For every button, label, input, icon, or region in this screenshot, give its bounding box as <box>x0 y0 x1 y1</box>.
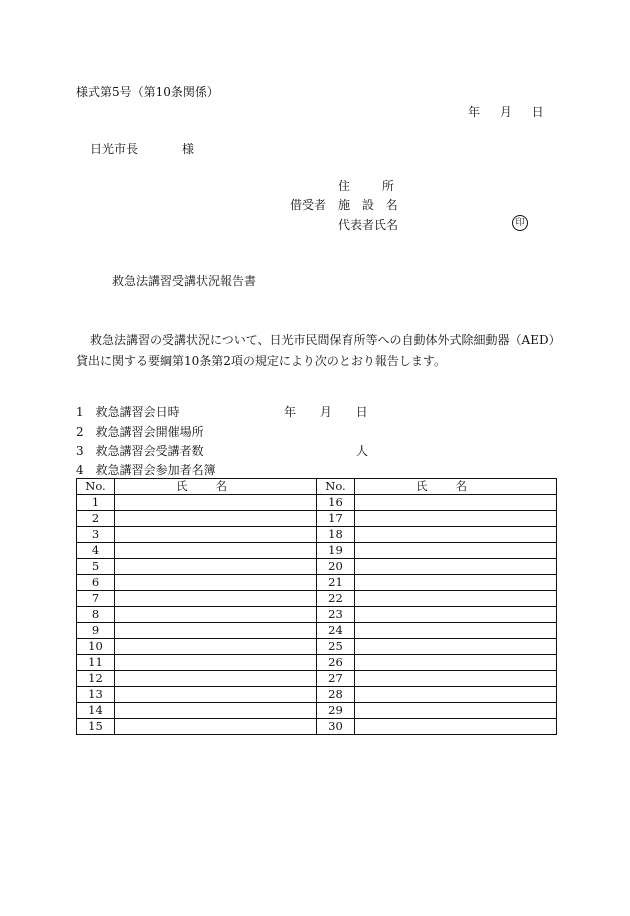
table-row <box>77 527 557 543</box>
row-no-left: 10 <box>77 639 115 655</box>
row-no-left: 13 <box>77 687 115 703</box>
participant-name-cell-right[interactable] <box>355 495 557 511</box>
attendee-count-unit: 人 <box>356 444 369 458</box>
participant-name-cell-right[interactable] <box>355 671 557 687</box>
header-no-left: No. <box>77 479 115 495</box>
row-no-right: 23 <box>317 607 355 623</box>
row-no-left: 6 <box>77 575 115 591</box>
row-no-right: 22 <box>317 591 355 607</box>
participant-name-cell-right[interactable] <box>355 607 557 623</box>
row-no-left: 14 <box>77 703 115 719</box>
participant-name-cell-left[interactable] <box>115 623 317 639</box>
row-no-right: 29 <box>317 703 355 719</box>
table-body <box>77 495 557 735</box>
row-no-left: 3 <box>77 527 115 543</box>
row-no-right: 28 <box>317 687 355 703</box>
item-lecture-datetime: 1 救急講習会日時 <box>76 405 180 419</box>
table-row <box>77 623 557 639</box>
row-no-left: 12 <box>77 671 115 687</box>
address-label: 住 所 <box>338 179 394 193</box>
participant-name-cell-left[interactable] <box>115 575 317 591</box>
participant-name-cell-left[interactable] <box>115 671 317 687</box>
representative-name-label: 代表者氏名 <box>338 218 399 232</box>
participant-name-cell-right[interactable] <box>355 559 557 575</box>
table-row <box>77 543 557 559</box>
row-no-right: 19 <box>317 543 355 559</box>
table-row <box>77 575 557 591</box>
participant-name-cell-right[interactable] <box>355 703 557 719</box>
row-no-left: 5 <box>77 559 115 575</box>
item-participant-list: 4 救急講習会参加者名簿 <box>76 463 216 477</box>
participant-name-cell-right[interactable] <box>355 719 557 735</box>
item-attendee-count: 3 救急講習会受講者数 <box>76 444 204 458</box>
facility-name-label: 施 設 名 <box>338 198 398 212</box>
row-no-right: 27 <box>317 671 355 687</box>
participant-name-cell-left[interactable] <box>115 607 317 623</box>
body-text: 救急法講習の受講状況について、日光市民間保育所等への自動体外式除細動器（AED）貸出に関する要綱第10条第2項の規定により次のとおり報告します。 <box>76 333 555 368</box>
row-no-left: 1 <box>77 495 115 511</box>
row-no-left: 11 <box>77 655 115 671</box>
row-no-right: 21 <box>317 575 355 591</box>
participant-name-cell-left[interactable] <box>115 495 317 511</box>
row-no-right: 18 <box>317 527 355 543</box>
header-name-left: 氏名 <box>115 479 317 495</box>
row-no-left: 4 <box>77 543 115 559</box>
document-title: 救急法講習受講状況報告書 <box>112 274 257 288</box>
participant-name-cell-right[interactable] <box>355 623 557 639</box>
participant-name-cell-left[interactable] <box>115 687 317 703</box>
row-no-right: 24 <box>317 623 355 639</box>
seal-mark: 印 <box>512 215 528 231</box>
participant-name-cell-left[interactable] <box>115 655 317 671</box>
row-no-left: 2 <box>77 511 115 527</box>
addressee-honorific: 様 <box>182 142 195 156</box>
row-no-right: 17 <box>317 511 355 527</box>
participant-name-cell-right[interactable] <box>355 687 557 703</box>
table-row <box>77 639 557 655</box>
header-no-right: No. <box>317 479 355 495</box>
addressee-name: 日光市長 <box>90 142 139 156</box>
table-row <box>77 591 557 607</box>
form-number: 様式第5号（第10条関係） <box>76 85 219 99</box>
date-line: 年 月 日 <box>468 105 544 119</box>
row-no-left: 15 <box>77 719 115 735</box>
participant-name-cell-right[interactable] <box>355 575 557 591</box>
table-row <box>77 671 557 687</box>
participant-name-cell-left[interactable] <box>115 527 317 543</box>
table-row <box>77 655 557 671</box>
table-row <box>77 703 557 719</box>
table-row <box>77 719 557 735</box>
row-no-right: 26 <box>317 655 355 671</box>
participant-name-cell-left[interactable] <box>115 559 317 575</box>
row-no-right: 25 <box>317 639 355 655</box>
row-no-left: 8 <box>77 607 115 623</box>
borrower-label: 借受者 <box>290 198 327 212</box>
table-row <box>77 511 557 527</box>
item-lecture-date-fields: 年 月 日 <box>284 405 368 419</box>
participant-name-cell-left[interactable] <box>115 511 317 527</box>
participant-name-cell-left[interactable] <box>115 719 317 735</box>
participant-table <box>76 478 557 735</box>
table-row <box>77 559 557 575</box>
row-no-left: 9 <box>77 623 115 639</box>
participant-name-cell-right[interactable] <box>355 639 557 655</box>
participant-name-cell-right[interactable] <box>355 511 557 527</box>
row-no-right: 20 <box>317 559 355 575</box>
participant-name-cell-right[interactable] <box>355 543 557 559</box>
row-no-right: 30 <box>317 719 355 735</box>
participant-name-cell-right[interactable] <box>355 527 557 543</box>
participant-name-cell-right[interactable] <box>355 655 557 671</box>
participant-name-cell-right[interactable] <box>355 591 557 607</box>
item-lecture-venue: 2 救急講習会開催場所 <box>76 425 204 439</box>
row-no-right: 16 <box>317 495 355 511</box>
table-row <box>77 687 557 703</box>
participant-name-cell-left[interactable] <box>115 639 317 655</box>
participant-name-cell-left[interactable] <box>115 703 317 719</box>
table-row <box>77 495 557 511</box>
participant-name-cell-left[interactable] <box>115 591 317 607</box>
table-header-row <box>77 479 557 495</box>
table-row <box>77 607 557 623</box>
addressee <box>90 143 194 155</box>
row-no-left: 7 <box>77 591 115 607</box>
header-name-right: 氏名 <box>355 479 557 495</box>
participant-name-cell-left[interactable] <box>115 543 317 559</box>
